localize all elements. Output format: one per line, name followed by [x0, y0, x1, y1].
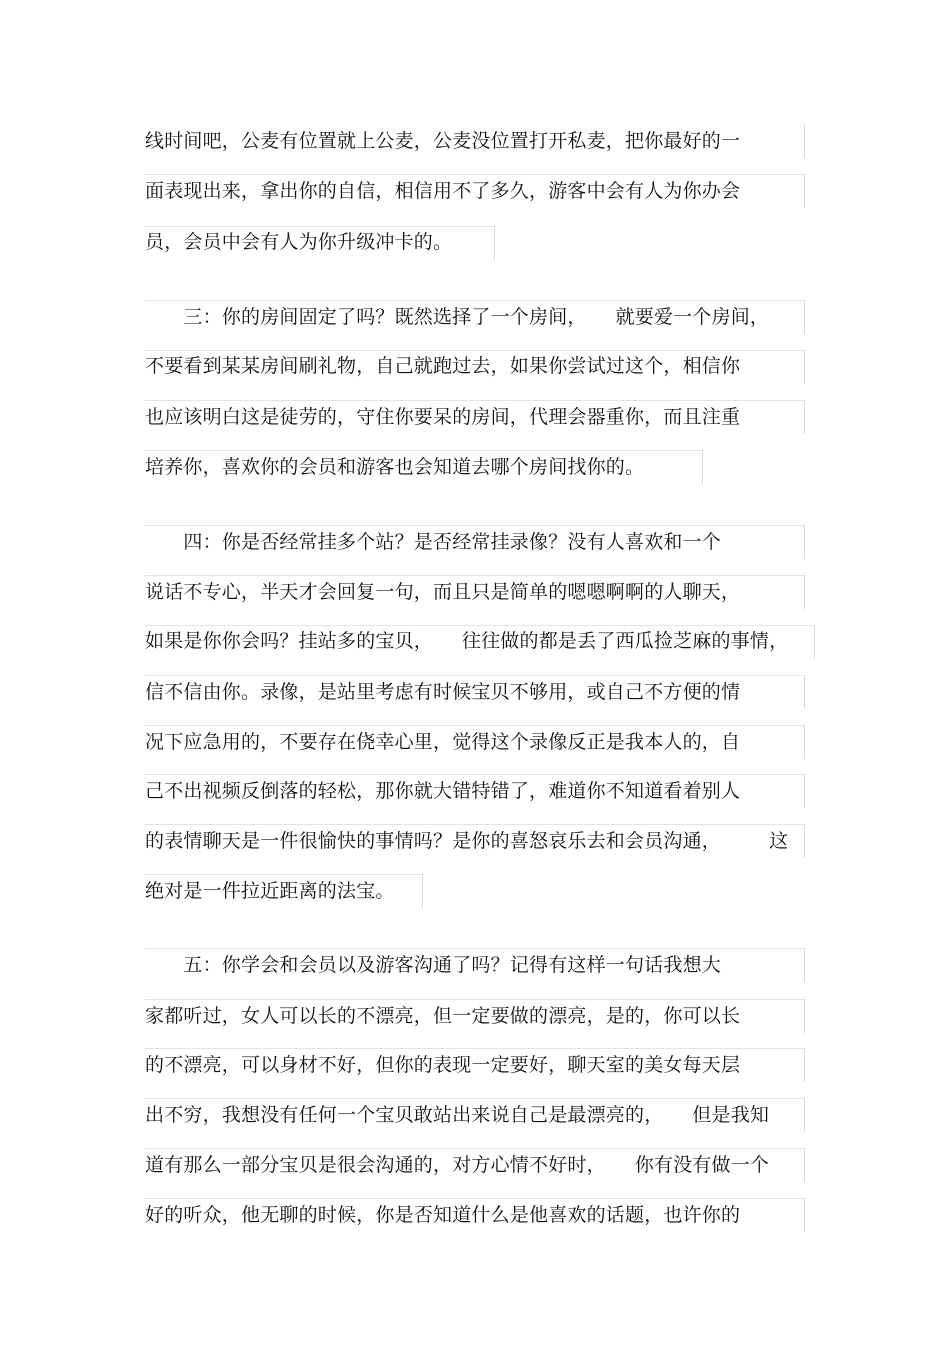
text-line: 员，会员中会有人为你升级冲卡的。: [145, 231, 453, 253]
line-border: [145, 1098, 805, 1099]
line-border: [804, 999, 805, 1033]
line-border: [804, 725, 805, 759]
line-border: [804, 1098, 805, 1132]
line-border: [804, 124, 805, 158]
line-border: [494, 226, 495, 260]
line-border: [804, 575, 805, 609]
line-border: [145, 948, 805, 949]
line-border: [804, 400, 805, 434]
text-line: 况下应急用的，不要存在侥幸心里，觉得这个录像反正是我本人的，自: [145, 731, 741, 753]
line-border: [145, 874, 423, 875]
text-line: 面表现出来，拿出你的自信，相信用不了多久，游客中会有人为你办会: [145, 180, 741, 202]
text-line: 的不漂亮，可以身材不好，但你的表现一定要好，聊天室的美女每天层: [145, 1054, 741, 1076]
line-border: [804, 300, 805, 334]
text-line: 出不穷，我想没有任何一个宝贝敢站出来说自己是最漂亮的， 但是我知: [145, 1104, 770, 1126]
text-line: 培养你，喜欢你的会员和游客也会知道去哪个房间找你的。: [145, 456, 645, 478]
line-border: [814, 625, 815, 659]
line-border: [145, 675, 805, 676]
text-line: 也应该明白这是徒劳的，守住你要呆的房间，代理会器重你，而且注重: [145, 406, 741, 428]
line-border: [145, 350, 805, 351]
line-border: [145, 625, 815, 626]
line-border: [145, 525, 805, 526]
line-border: [804, 824, 805, 858]
line-border: [145, 1198, 805, 1199]
text-line: 己不出视频反倒落的轻松，那你就大错特错了，难道你不知道看着别人: [145, 780, 741, 802]
text-line: 道有那么一部分宝贝是很会沟通的，对方心情不好时， 你有没有做一个: [145, 1154, 770, 1176]
line-border: [804, 350, 805, 384]
text-line: 三：你的房间固定了吗？既然选择了一个房间， 就要爱一个房间，: [145, 306, 770, 328]
line-border: [145, 450, 703, 451]
line-border: [145, 575, 805, 576]
line-border: [145, 1048, 805, 1049]
text-line: 的表情聊天是一件很愉快的事情吗？是你的喜怒哀乐去和会员沟通， 这: [145, 830, 789, 852]
text-line: 如果是你你会吗？挂站多的宝贝， 往往做的都是丢了西瓜捡芝麻的事情，: [145, 630, 789, 652]
text-line: 五：你学会和会员以及游客沟通了吗？记得有这样一句话我想大: [145, 954, 722, 976]
line-border: [804, 675, 805, 709]
line-border: [804, 525, 805, 559]
line-border: [702, 450, 703, 484]
line-border: [145, 824, 805, 825]
text-line: 家都听过，女人可以长的不漂亮，但一定要做的漂亮，是的，你可以长: [145, 1005, 741, 1027]
line-border: [145, 174, 805, 175]
line-border: [804, 948, 805, 982]
line-border: [145, 999, 805, 1000]
line-border: [804, 774, 805, 808]
line-border: [145, 300, 805, 301]
text-line: 绝对是一件拉近距离的法宝。: [145, 880, 395, 902]
line-border: [804, 1048, 805, 1082]
line-border: [422, 874, 423, 908]
text-line: 说话不专心，半天才会回复一句，而且只是简单的嗯嗯啊啊的人聊天，: [145, 581, 741, 603]
text-line: 不要看到某某房间刷礼物，自己就跑过去，如果你尝试过这个，相信你: [145, 355, 741, 377]
text-line: 线时间吧，公麦有位置就上公麦，公麦没位置打开私麦，把你最好的一: [145, 130, 741, 152]
line-border: [145, 400, 805, 401]
line-border: [145, 226, 495, 227]
line-border: [804, 1148, 805, 1182]
line-border: [145, 725, 805, 726]
line-border: [145, 1148, 805, 1149]
text-line: 四：你是否经常挂多个站？是否经常挂录像？没有人喜欢和一个: [145, 531, 722, 553]
text-line: 好的听众，他无聊的时候，你是否知道什么是他喜欢的话题，也许你的: [145, 1204, 741, 1226]
line-border: [145, 774, 805, 775]
line-border: [804, 174, 805, 208]
text-line: 信不信由你。录像，是站里考虑有时候宝贝不够用，或自己不方便的情: [145, 681, 741, 703]
line-border: [804, 1198, 805, 1232]
